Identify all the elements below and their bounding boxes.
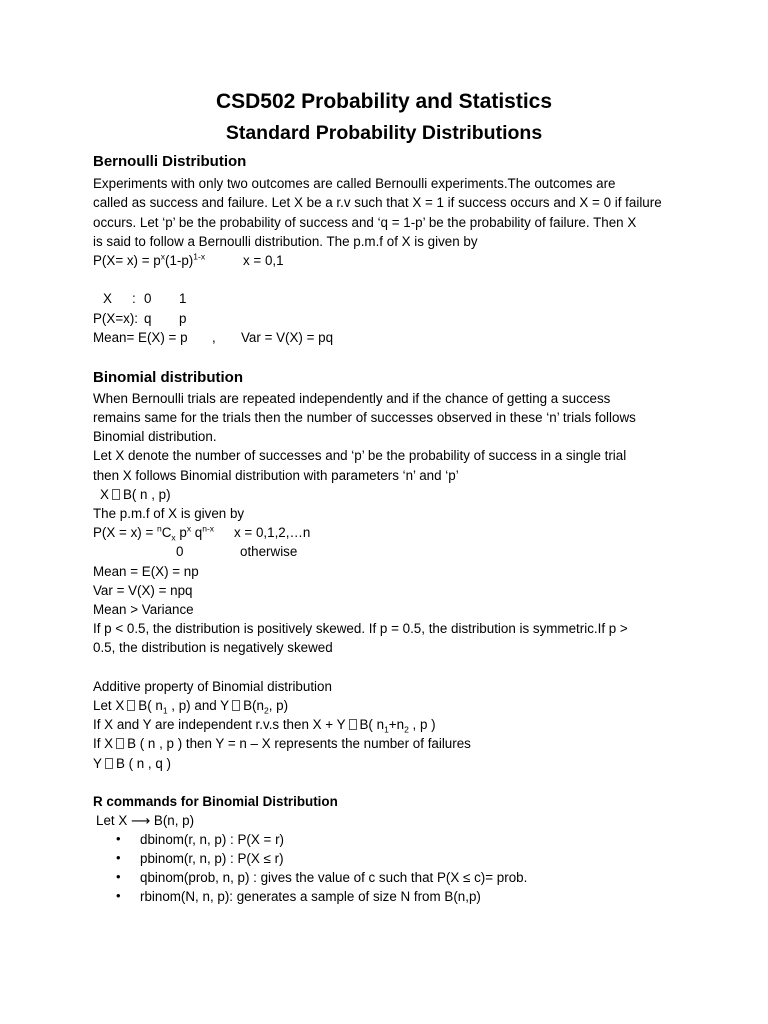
binomial-heading: Binomial distribution: [93, 369, 243, 386]
bernoulli-heading: Bernoulli Distribution: [93, 153, 247, 170]
r-commands-heading: R commands for Binomial Distribution: [93, 794, 338, 809]
r-commands-intro: Let X ⟶ B(n, p): [96, 813, 195, 828]
binomial-para-line: When Bernoulli trials are repeated independently and if the chance of getting a success: [93, 391, 611, 406]
bernoulli-pmf: $P(X= x) = p^x(1-p)^{1-x}$ x = 0,1: [93, 251, 284, 268]
missing-glyph-icon: [116, 738, 124, 749]
additive-line-1: Let X B( $n_1$ , p) and Y $B(n_2$, p): [93, 698, 289, 716]
missing-glyph-icon: [112, 489, 120, 500]
binomial-var: Var = V(X) = npq: [93, 583, 193, 598]
missing-glyph-icon: [105, 758, 113, 769]
missing-glyph-icon: [127, 700, 135, 711]
bernoulli-para-line: called as success and failure. Let X be a r.v such that X = 1 if success occurs and X = 0 if failure: [93, 195, 662, 210]
binomial-para-line: Binomial distribution.: [93, 429, 217, 444]
bullet-icon: •: [116, 831, 121, 846]
bernoulli-mean-var: Mean= E(X) = p , Var = V(X) = pq: [93, 330, 334, 345]
r-command-item: qbinom(prob, n, p) : gives the value of c such that P(X ≤ c)= prob.: [140, 870, 528, 885]
binomial-mean: Mean = E(X) = np: [93, 564, 199, 579]
r-command-item: dbinom(r, n, p) : P(X = r): [140, 832, 284, 847]
binomial-para-line: Let X denote the number of successes and ‘p’ be the probability of success in a single trial: [93, 448, 627, 463]
bernoulli-table-p-row: P(X=x): q p: [93, 311, 187, 326]
bullet-icon: •: [116, 869, 121, 884]
document-page: CSD502 Probability and Statistics Standard Probability Distributions Bernoulli Distribution Experiments with only two outcomes are called Bernoulli experiments.The outcomes are called as success and failure. Let X be a r.v such that X = 1 if success occurs and X = 0 if failure occurs. Let ‘p’ be the probability of success and ‘q = 1-p’ be the probability of failure. Then X is said to follow a Bernoulli distribution. The p.m.f of X is given by $P(X= x) = p^x(1-p)^{1-x}$ x = 0,1 X : 0 1 P(X=x): q p Mean= E(X) = p , Var = V(X) = pq Binomial distribution When Bernoulli trials are repeated independently and if the chance of getting a success remains same for the trials then the number of successes observed in these ‘n’ trials follows Binomial distribution. Let X denote the number of successes and ‘p’ be the probability of success in a single trial then X follows Binomial distribution with parameters ‘n’ and ‘p’ X B( n , p) The p.m.f of X is given by $P(X = x) = ^nC_x$ $p^x$ $q^{n-x}$ x = 0,1,2,…n 0 otherwise Mean = E(X) = np Var = V(X) = npq Mean > Variance If p < 0.5, the distribution is positively skewed. If p = 0.5, the distribution is symmetric.If p > 0.5, the distribution is negatively skewed Additive property of Binomial distribution Let X B( $n_1$ , p) and Y $B(n_2$, p) If X and Y are independent r.v.s then X + Y B( $n_1+n_2$ , p ) If X B ( n , p ) then Y = n – X represents the number of failures Y B ( n , q ) R commands for Binomial Distribution Let X ⟶ B(n, p) • dbinom(r, n, p) : P(X = r) • pbinom(r, n, p) : P(X ≤ r) • qbinom(prob, n, p) : gives the value of c such that P(X ≤ c)= prob. • rbinom(N, n, p): generates a sample of size N from B(n,p): [0, 0, 768, 1024]
bernoulli-para-line: is said to follow a Bernoulli distribution. The p.m.f of X is given by: [93, 234, 478, 249]
bernoulli-para-line: Experiments with only two outcomes are called Bernoulli experiments.The outcomes are: [93, 176, 616, 191]
document-title: CSD502 Probability and Statistics: [215, 90, 553, 113]
document-subtitle: Standard Probability Distributions: [225, 122, 543, 144]
bullet-icon: •: [116, 850, 121, 865]
missing-glyph-icon: [232, 700, 240, 711]
additive-heading: Additive property of Binomial distribution: [93, 679, 332, 694]
binomial-skew-line: 0.5, the distribution is negatively skewed: [93, 640, 333, 655]
binomial-pmf: $P(X = x) = ^nC_x$ $p^x$ $q^{n-x}$ x = 0,1,2,…n: [93, 523, 311, 543]
additive-line-3: If X B ( n , p ) then Y = n – X represents the number of failures: [93, 736, 471, 751]
additive-line-2: If X and Y are independent r.v.s then X + Y B( $n_1+n_2$ , p ): [93, 717, 436, 735]
bernoulli-para-line: occurs. Let ‘p’ be the probability of success and ‘q = 1-p’ be the probability of failure. Then X: [93, 215, 637, 230]
binomial-pmf-intro: The p.m.f of X is given by: [93, 506, 245, 521]
additive-line-4: Y B ( n , q ): [93, 756, 172, 771]
binomial-x-dist: X B( n , p): [100, 487, 171, 502]
binomial-compare: Mean > Variance: [93, 602, 194, 617]
bullet-icon: •: [116, 888, 121, 903]
missing-glyph-icon: [349, 719, 357, 730]
binomial-para-line: remains same for the trials then the number of successes observed in these ‘n’ trials follows: [93, 410, 636, 425]
r-command-item: rbinom(N, n, p): generates a sample of size N from B(n,p): [140, 889, 481, 904]
binomial-para-line: then X follows Binomial distribution with parameters ‘n’ and ‘p’: [93, 468, 459, 483]
binomial-skew-line: If p < 0.5, the distribution is positively skewed. If p = 0.5, the distribution is symmetric.If p >: [93, 621, 628, 636]
r-command-item: pbinom(r, n, p) : P(X ≤ r): [140, 851, 284, 866]
